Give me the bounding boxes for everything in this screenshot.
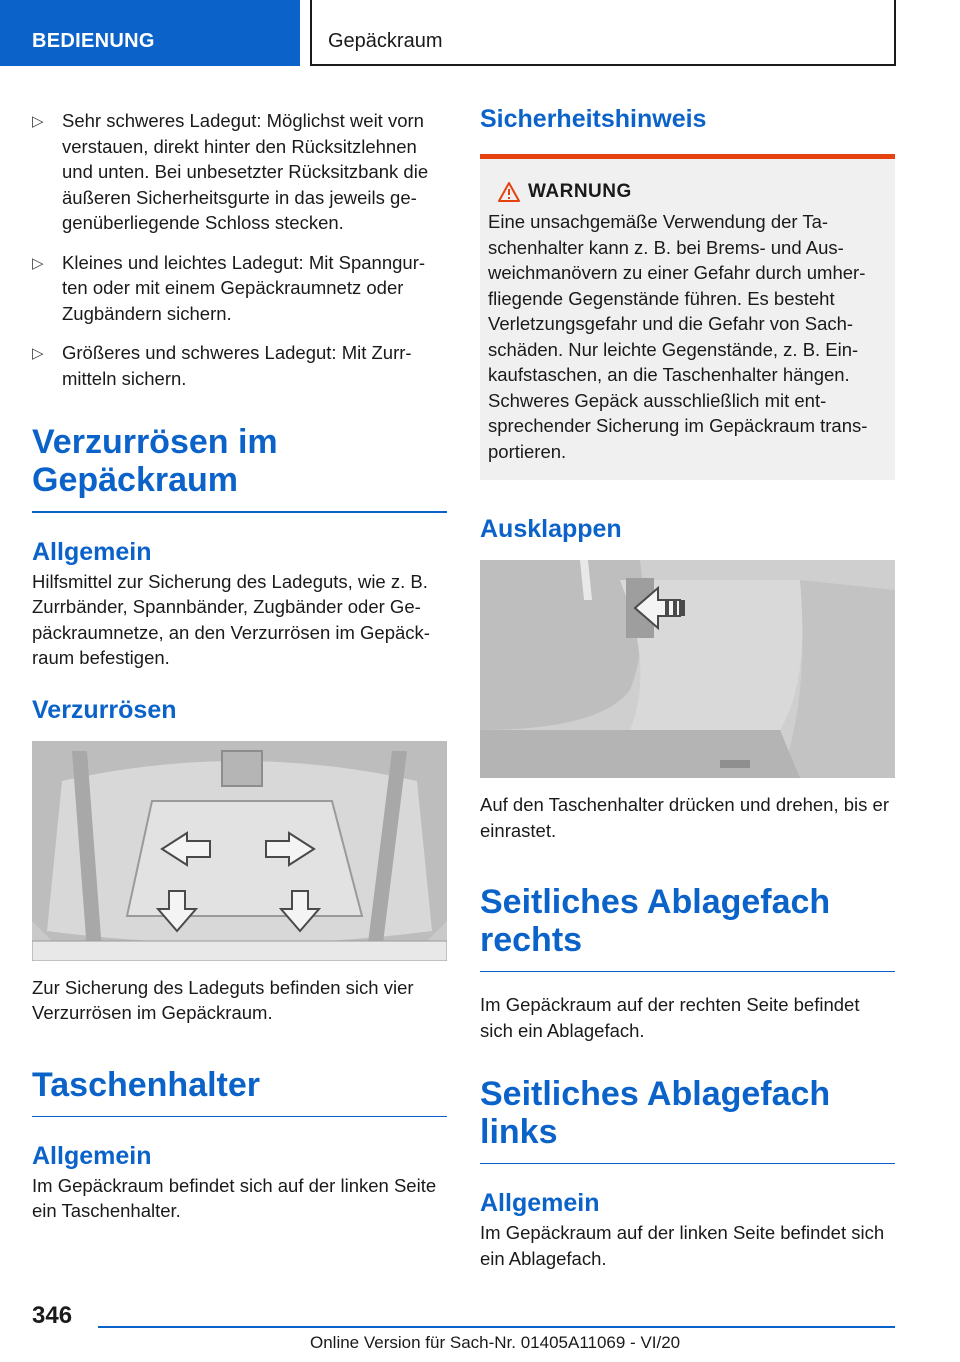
- bullet-text: Kleines und leichtes Ladegut: Mit Spanngur- ten oder mit einem Gepäckraumnetz oder Zugbändern sichern.: [62, 251, 426, 324]
- list-item: [32, 340, 447, 391]
- heading-verzurroesen-gepaeckraum: Verzurrösen im Gepäckraum: [32, 423, 278, 499]
- heading-verzurroesen: Verzurrösen: [32, 695, 177, 724]
- bullet-text: Sehr schweres Ladegut: Möglichst weit vorn verstauen, direkt hinter den Rücksitzlehnen und unten. Bei unbesetzter Rücksitzbank die äußeren Sicherheitsgurte in das jeweils ge- genüberliegende Schloss stecken.: [62, 110, 429, 233]
- warning-text: Eine unsachgemäße Verwendung der Ta- schenhalter kann z. B. bei Brems- und Aus- weichmanövern zu einer Gefahr durch umher- fliegende Gegenstände führen. Es besteht Verletzungsgefahr und die Gefahr von Sach- schäden. Nur leichte Gegenstände, z. B. Ein- kaufstaschen, an die Taschenhalter hängen. Schweres Gepäck ausschließlich mit ent- sprechender Sicherung im Gepäckraum trans- portieren.: [488, 211, 868, 462]
- header-section-tab: [0, 0, 300, 66]
- warning-header: [488, 181, 885, 203]
- trunk-lashing-eyes-image: [32, 741, 447, 961]
- warning-box: [480, 154, 895, 480]
- heading-sicherheitshinweis: Sicherheitshinweis: [480, 105, 707, 133]
- taschenhalter-paragraph: Im Gepäckraum befindet sich auf der linken Seite ein Taschenhalter.: [32, 1174, 437, 1221]
- heading-allgemein: Allgemein: [32, 537, 152, 566]
- ausklappen-paragraph: Auf den Taschenhalter drücken und drehen, bis er einrastet.: [480, 794, 889, 841]
- page-number: 346: [32, 1302, 73, 1329]
- left-column: [32, 100, 447, 1224]
- list-item: [32, 108, 447, 236]
- heading-rule: [32, 511, 447, 513]
- bullet-text: Größeres und schweres Ladegut: Mit Zurr- mitteln sichern.: [62, 342, 412, 389]
- cargo-bullet-list: [32, 108, 447, 391]
- bag-holder-illustration: [480, 560, 895, 778]
- heading-taschenhalter: Taschenhalter: [32, 1066, 447, 1117]
- verzurroesen-paragraph: Zur Sicherung des Ladeguts befinden sich vier Verzurrösen im Gepäckraum.: [32, 976, 414, 1023]
- footer-rule: [98, 1326, 895, 1328]
- triangle-right-icon: ▷: [32, 345, 44, 362]
- footer-online-version: Online Version für Sach-Nr. 01405A11069 - VI/20: [310, 1333, 681, 1352]
- heading-ausklappen: Ausklappen: [480, 515, 622, 543]
- triangle-right-icon: ▷: [32, 254, 44, 272]
- heading-allgemein-3: Allgemein: [480, 1189, 600, 1217]
- trunk-illustration: [32, 741, 447, 961]
- heading-ablagefach-rechts: Seitliches Ablagefach rechts: [480, 883, 895, 972]
- header-section-label: BEDIENUNG: [32, 30, 155, 52]
- heading-allgemein-2: Allgemein: [32, 1141, 152, 1170]
- warning-title: WARNUNG: [528, 181, 632, 202]
- allgemein-paragraph: Hilfsmittel zur Sicherung des Ladeguts, wie z. B. Zurrbänder, Spannbänder, Zugbänder oder Ge- päckraumnetze, an den Verzurrösen im Gepäck- raum befestigen.: [32, 570, 430, 668]
- ablagefach-links-paragraph: Im Gepäckraum auf der linken Seite befindet sich ein Ablagefach.: [480, 1222, 885, 1269]
- warning-triangle-icon: [498, 182, 520, 202]
- heading-ablagefach-links: Seitliches Ablagefach links: [480, 1075, 895, 1164]
- bag-holder-image: [480, 560, 895, 778]
- header-chapter-box: [310, 0, 896, 66]
- triangle-right-icon: ▷: [32, 113, 44, 130]
- ablagefach-rechts-paragraph: Im Gepäckraum auf der rechten Seite befindet sich ein Ablagefach.: [480, 994, 860, 1041]
- right-column: [480, 100, 895, 1271]
- list-item: [32, 250, 447, 327]
- header-chapter-label: Gepäckraum: [328, 30, 443, 52]
